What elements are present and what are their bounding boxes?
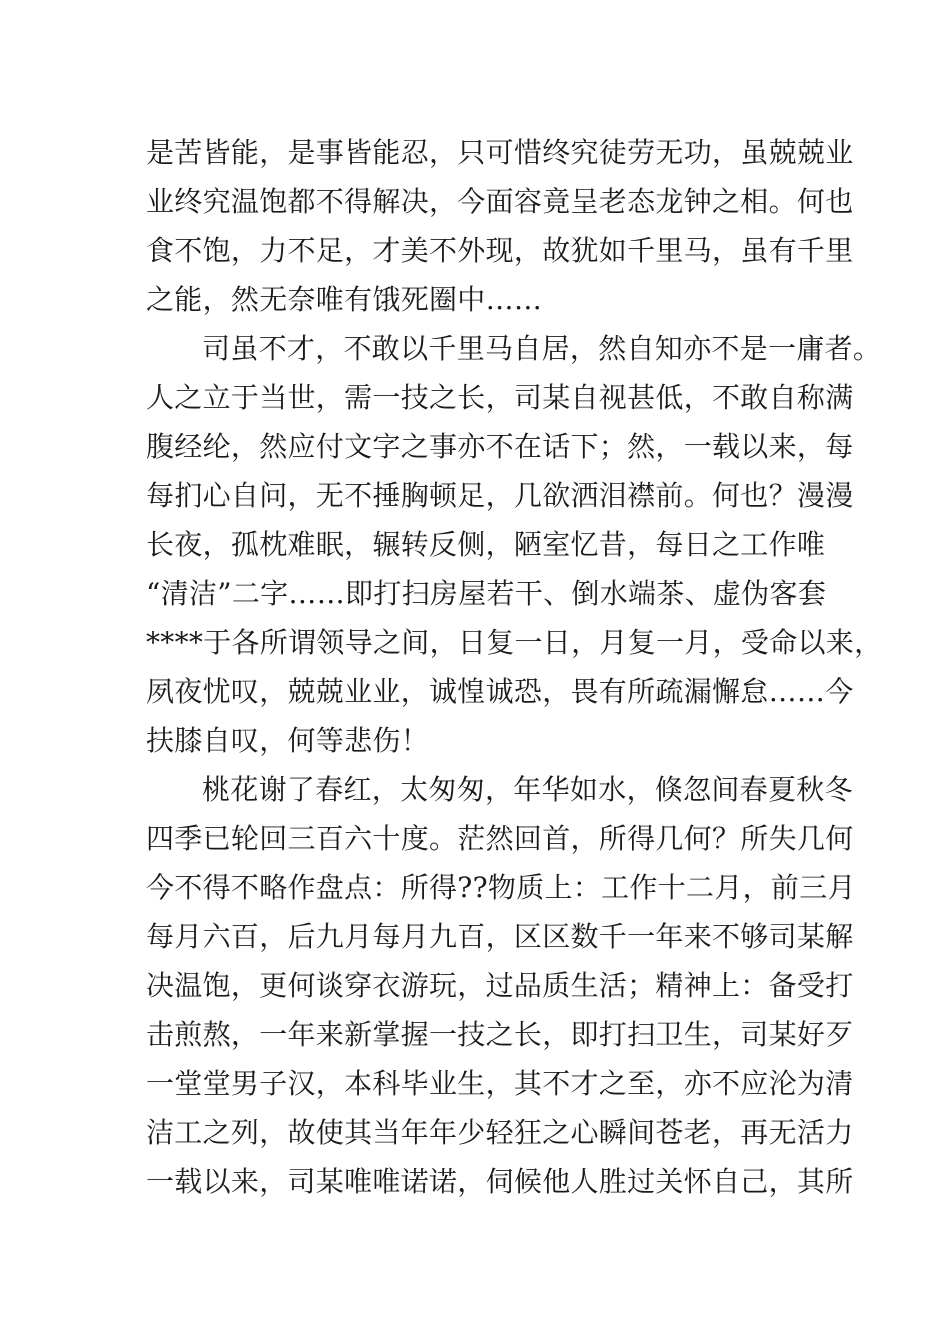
document-body: [146, 128, 883, 1206]
text-line: 一堂堂男子汉，本科毕业生，其不才之至，亦不应沦为清: [146, 1067, 854, 1100]
text-line: 人之立于当世，需一技之长，司某自视甚低，不敢自称满: [146, 381, 854, 414]
text-line: 司虽不才，不敢以千里马自居，然自知亦不是一庸者。: [202, 332, 882, 365]
text-line: 扶膝自叹，何等悲伤！: [146, 724, 430, 757]
text-line: 食不饱，力不足，才美不外现，故犹如千里马，虽有千里: [146, 234, 854, 267]
text-line: 夙夜忧叹，兢兢业业，诚惶诚恐，畏有所疏漏懈怠……今: [146, 675, 854, 708]
text-line: 桃花谢了春红，太匆匆，年华如水，倏忽间春夏秋冬: [202, 773, 853, 806]
text-line: 击煎熬，一年来新掌握一技之长，即打扫卫生，司某好歹: [146, 1018, 854, 1051]
text-line: 四季已轮回三百六十度。茫然回首，所得几何？所失几何: [146, 822, 854, 855]
text-line: 洁工之列，故使其当年年少轻狂之心瞬间苍老，再无活力: [146, 1116, 854, 1149]
text-line: 是苦皆能，是事皆能忍，只可惜终究徒劳无功，虽兢兢业: [146, 136, 854, 169]
text-line: “清洁”二字……即打扫房屋若干、倒水端茶、虚伪客套: [146, 577, 827, 610]
text-line: 之能，然无奈唯有饿死圈中……: [146, 283, 543, 316]
text-line: 每扪心自问，无不捶胸顿足，几欲洒泪襟前。何也？漫漫: [146, 479, 854, 512]
paragraph-2: [146, 324, 883, 765]
text-line: 今不得不略作盘点：所得??物质上：工作十二月，前三月: [146, 871, 856, 904]
text-line: 业终究温饱都不得解决，今面容竟呈老态龙钟之相。何也: [146, 185, 854, 218]
text-line: 一载以来，司某唯唯诺诺，伺候他人胜过关怀自己，其所: [146, 1165, 854, 1198]
text-line: 腹经纶，然应付文字之事亦不在话下；然，一载以来，每: [146, 430, 854, 463]
text-line: 长夜，孤枕难眠，辗转反侧，陋室忆昔，每日之工作唯: [146, 528, 826, 561]
text-line: 每月六百，后九月每月九百，区区数千一年来不够司某解: [146, 920, 854, 953]
text-line: 决温饱，更何谈穿衣游玩，过品质生活；精神上：备受打: [146, 969, 854, 1002]
paragraph-1: [146, 128, 854, 324]
text-line: ****于各所谓领导之间，日复一日，月复一月，受命以来，: [146, 626, 883, 659]
paragraph-3: [146, 765, 856, 1206]
